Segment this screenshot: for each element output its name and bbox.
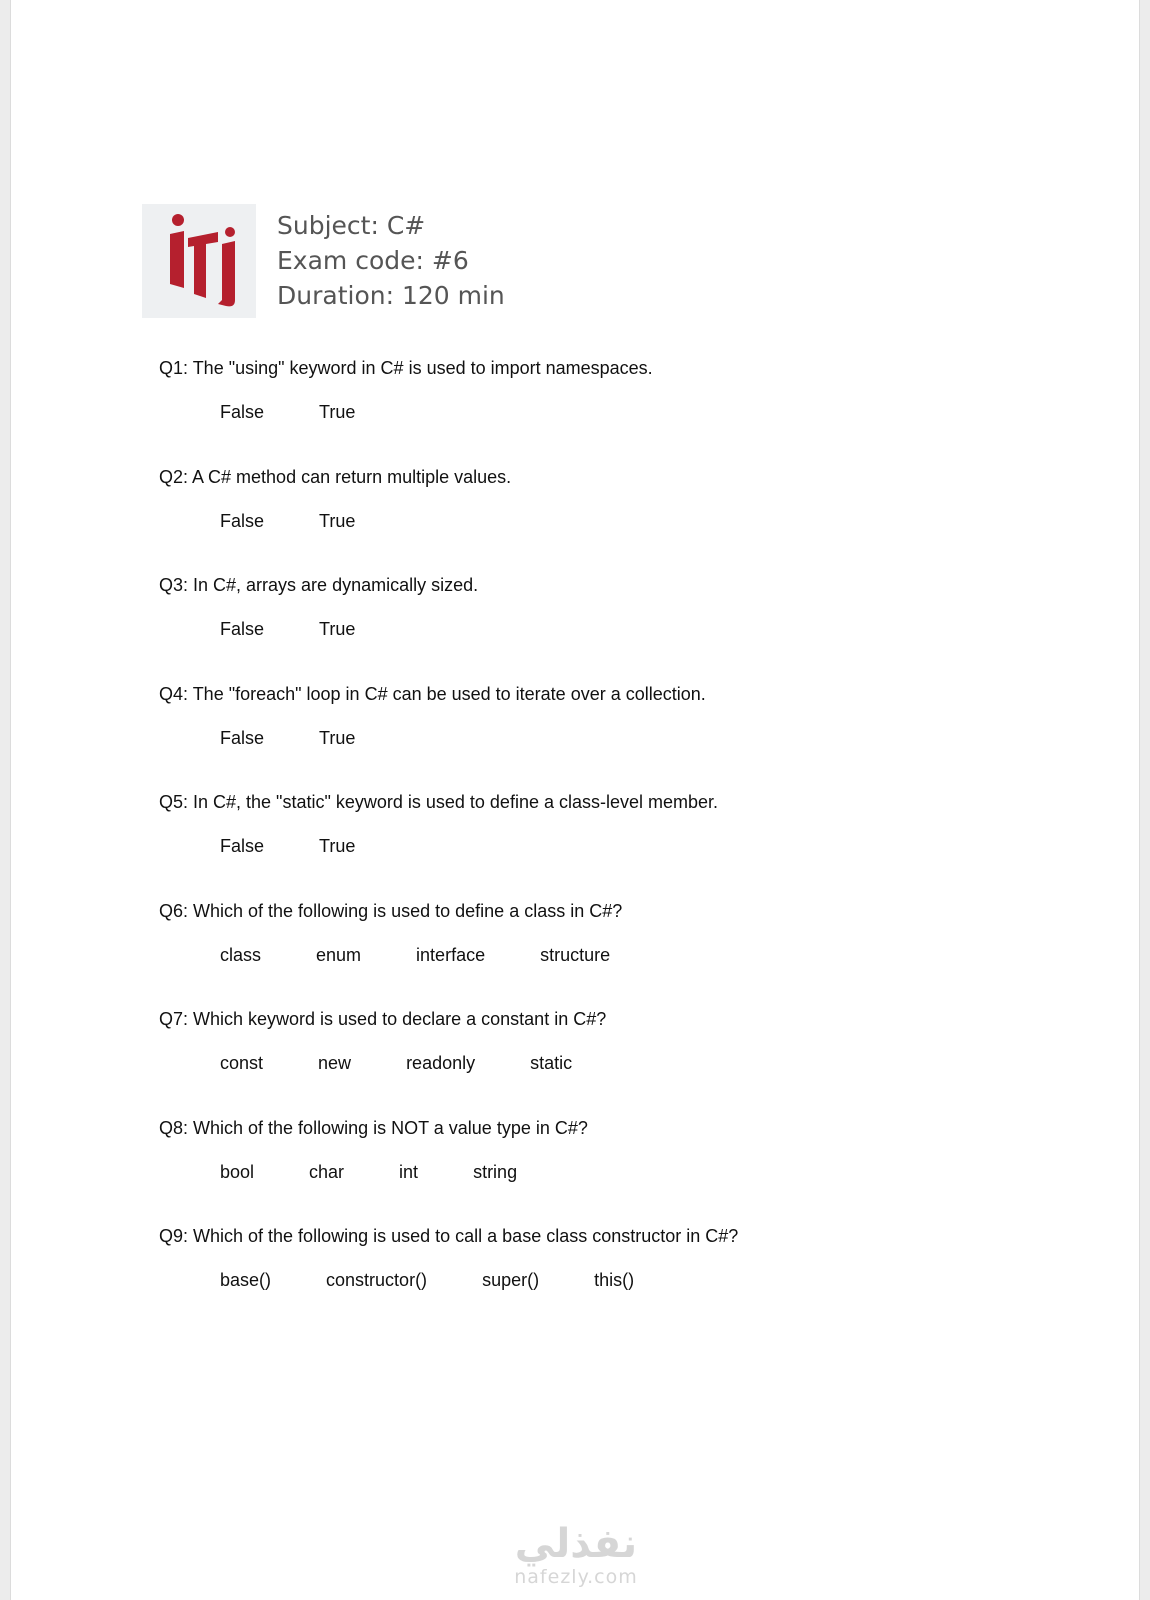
question-text: Q2: A C# method can return multiple values. [159, 466, 512, 487]
answer-options [220, 509, 355, 533]
answer-options [220, 400, 355, 424]
question-block [159, 1116, 1059, 1225]
question-text: Q3: In C#, arrays are dynamically sized. [159, 575, 479, 595]
iti-logo-icon [142, 204, 256, 318]
exam-meta [277, 208, 677, 313]
answer-option[interactable]: True [319, 727, 356, 748]
answer-option[interactable]: const [220, 1053, 264, 1073]
answer-option[interactable]: this() [594, 1270, 635, 1290]
answer-options [220, 726, 355, 750]
answer-option[interactable]: True [319, 402, 356, 422]
question-text: Q9: Which of the following is used to call a base class constructor in C#? [159, 1226, 739, 1246]
nafezly-watermark [501, 1522, 651, 1588]
question-block [159, 356, 1059, 465]
question-block [159, 1224, 1059, 1333]
watermark-arabic: نفذلي [514, 1521, 638, 1567]
answer-option[interactable]: super() [482, 1270, 540, 1290]
question-block [159, 790, 1059, 899]
answer-options [220, 617, 355, 641]
answer-option[interactable]: True [319, 510, 356, 531]
answer-option[interactable]: readonly [406, 1053, 476, 1073]
answer-option[interactable]: False [220, 727, 265, 748]
answer-option[interactable]: True [319, 619, 356, 639]
exam-code: Exam code: #6 [277, 246, 469, 275]
question-block [159, 465, 1059, 574]
question-text: Q1: The "using" keyword in C# is used to import namespaces. [159, 358, 653, 378]
answer-option[interactable]: static [530, 1053, 573, 1073]
answer-option[interactable]: False [220, 619, 265, 639]
exam-duration: Duration: 120 min [277, 281, 505, 310]
answer-option[interactable]: string [473, 1161, 518, 1182]
answer-option[interactable]: enum [316, 944, 362, 965]
iti-logo [142, 204, 256, 318]
question-block [159, 899, 1059, 1008]
question-list [159, 356, 1059, 1333]
question-block [159, 682, 1059, 791]
answer-option[interactable]: new [318, 1053, 352, 1073]
answer-option[interactable]: int [399, 1161, 419, 1182]
answer-option[interactable]: False [220, 836, 265, 856]
question-block [159, 573, 1059, 682]
question-text: Q8: Which of the following is NOT a value type in C#? [159, 1117, 588, 1138]
watermark-latin: nafezly.com [514, 1566, 638, 1588]
answer-options [220, 834, 355, 858]
answer-option[interactable]: True [319, 836, 356, 856]
answer-option[interactable]: base() [220, 1270, 272, 1290]
answer-options [220, 1051, 572, 1075]
answer-option[interactable]: interface [416, 944, 486, 965]
answer-option[interactable]: False [220, 402, 265, 422]
answer-option[interactable]: False [220, 510, 265, 531]
question-block [159, 1007, 1059, 1116]
answer-option[interactable]: char [309, 1161, 345, 1182]
answer-options [220, 943, 610, 967]
answer-options [220, 1268, 634, 1292]
answer-option[interactable]: structure [540, 944, 611, 965]
question-text: Q7: Which keyword is used to declare a constant in C#? [159, 1009, 607, 1029]
question-text: Q5: In C#, the "static" keyword is used to define a class-level member. [159, 792, 719, 812]
exam-page [10, 0, 1140, 1600]
question-text: Q4: The "foreach" loop in C# can be used to iterate over a collection. [159, 683, 706, 704]
exam-subject: Subject: C# [277, 211, 426, 240]
question-text: Q6: Which of the following is used to define a class in C#? [159, 900, 623, 921]
answer-options [220, 1160, 517, 1184]
answer-option[interactable]: constructor() [326, 1270, 428, 1290]
answer-option[interactable]: bool [220, 1161, 255, 1182]
answer-option[interactable]: class [220, 944, 262, 965]
